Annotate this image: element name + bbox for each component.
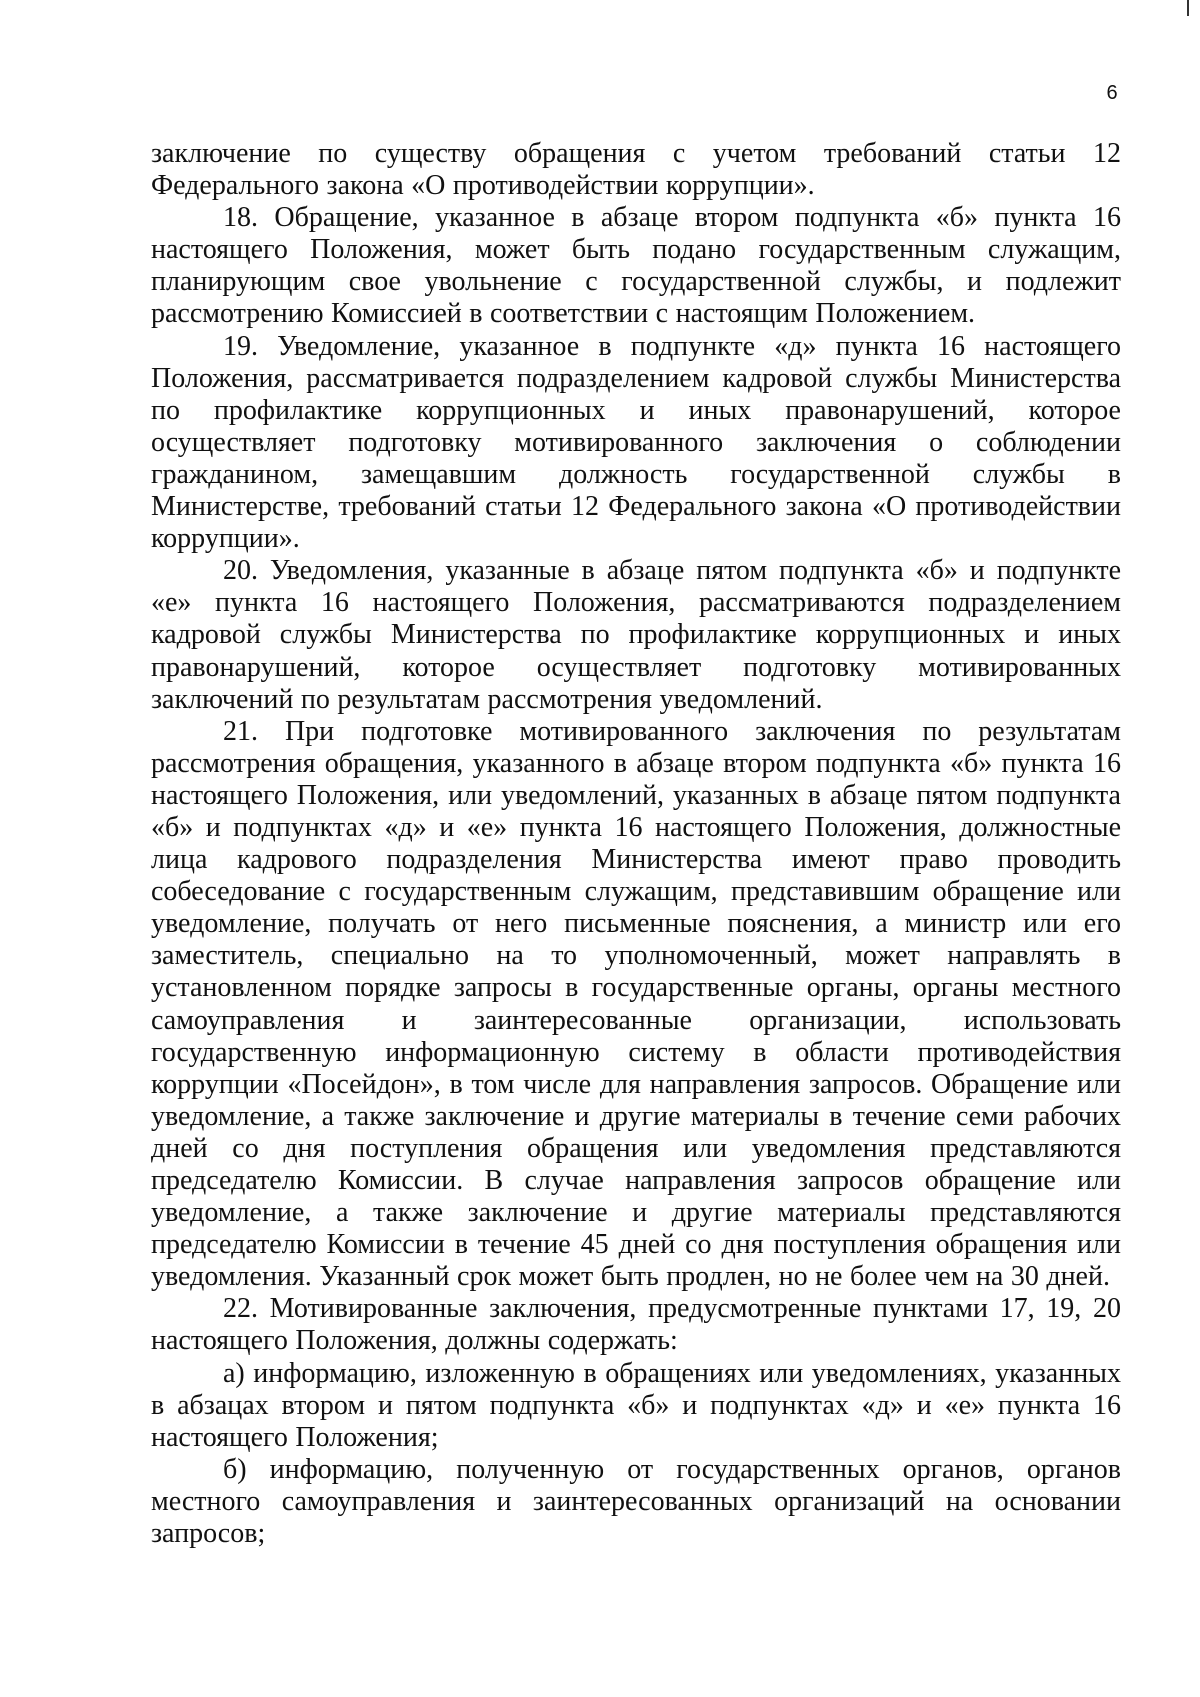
- paragraph-22-item-b: б) информацию, полученную от государственных органов, органов местного самоуправления и заинтересованных организаций на основании запросов;: [151, 1453, 1121, 1550]
- page-number: 6: [1106, 82, 1118, 104]
- paragraph-22: 22. Мотивированные заключения, предусмотренные пунктами 17, 19, 20 настоящего Положения, должны содержать:: [151, 1293, 1121, 1357]
- paragraph-17-continuation: заключение по существу обращения с учетом требований статьи 12 Федерального закона «О противодействии коррупции».: [151, 138, 1121, 202]
- paragraph-18: 18. Обращение, указанное в абзаце втором подпункта «б» пункта 16 настоящего Положения, может быть подано государственным служащим, планирующим свое увольнение с государственной службы, и подлежит рассмотрению Комиссией в соответствии с настоящим Положением.: [151, 202, 1121, 330]
- paragraph-20: 20. Уведомления, указанные в абзаце пятом подпункта «б» и подпункте «е» пункта 16 настоящего Положения, рассматриваются подразделением кадровой службы Министерства по профилактике коррупционных и иных правонарушений, которое осуществляет подготовку мотивированных заключений по результатам рассмотрения уведомлений.: [151, 555, 1121, 715]
- paragraph-21: 21. При подготовке мотивированного заключения по результатам рассмотрения обращения, указанного в абзаце втором подпункта «б» пункта 16 настоящего Положения, или уведомлений, указанных в абзаце пятом подпункта «б» и подпунктах «д» и «е» пункта 16 настоящего Положения, должностные лица кадрового подразделения Министерства имеют право проводить собеседование с государственным служащим, представившим обращение или уведомление, получать от него письменные пояснения, а министр или его заместитель, специально на то уполномоченный, может направлять в установленном порядке запросы в государственные органы, органы местного самоуправления и заинтересованные организации, использовать государственную информационную систему в области противодействия коррупции «Посейдон», в том числе для направления запросов. Обращение или уведомление, а также заключение и другие материалы в течение семи рабочих дней со дня поступления обращения или уведомления представляются председателю Комиссии. В случае направления запросов обращение или уведомление, а также заключение и другие материалы представляются председателю Комиссии в течение 45 дней со дня поступления обращения или уведомления. Указанный срок может быть продлен, но не более чем на 30 дней.: [151, 715, 1121, 1293]
- scan-edge-mark: [1187, 0, 1189, 16]
- document-text-body: [151, 138, 1121, 1550]
- paragraph-19: 19. Уведомление, указанное в подпункте «д» пункта 16 настоящего Положения, рассматривается подразделением кадровой службы Министерства по профилактике коррупционных и иных правонарушений, которое осуществляет подготовку мотивированного заключения о соблюдении гражданином, замещавшим должность государственной службы в Министерстве, требований статьи 12 Федерального закона «О противодействии коррупции».: [151, 330, 1121, 555]
- paragraph-22-item-a: а) информацию, изложенную в обращениях или уведомлениях, указанных в абзацах втором и пятом подпункта «б» и подпунктах «д» и «е» пункта 16 настоящего Положения;: [151, 1357, 1121, 1453]
